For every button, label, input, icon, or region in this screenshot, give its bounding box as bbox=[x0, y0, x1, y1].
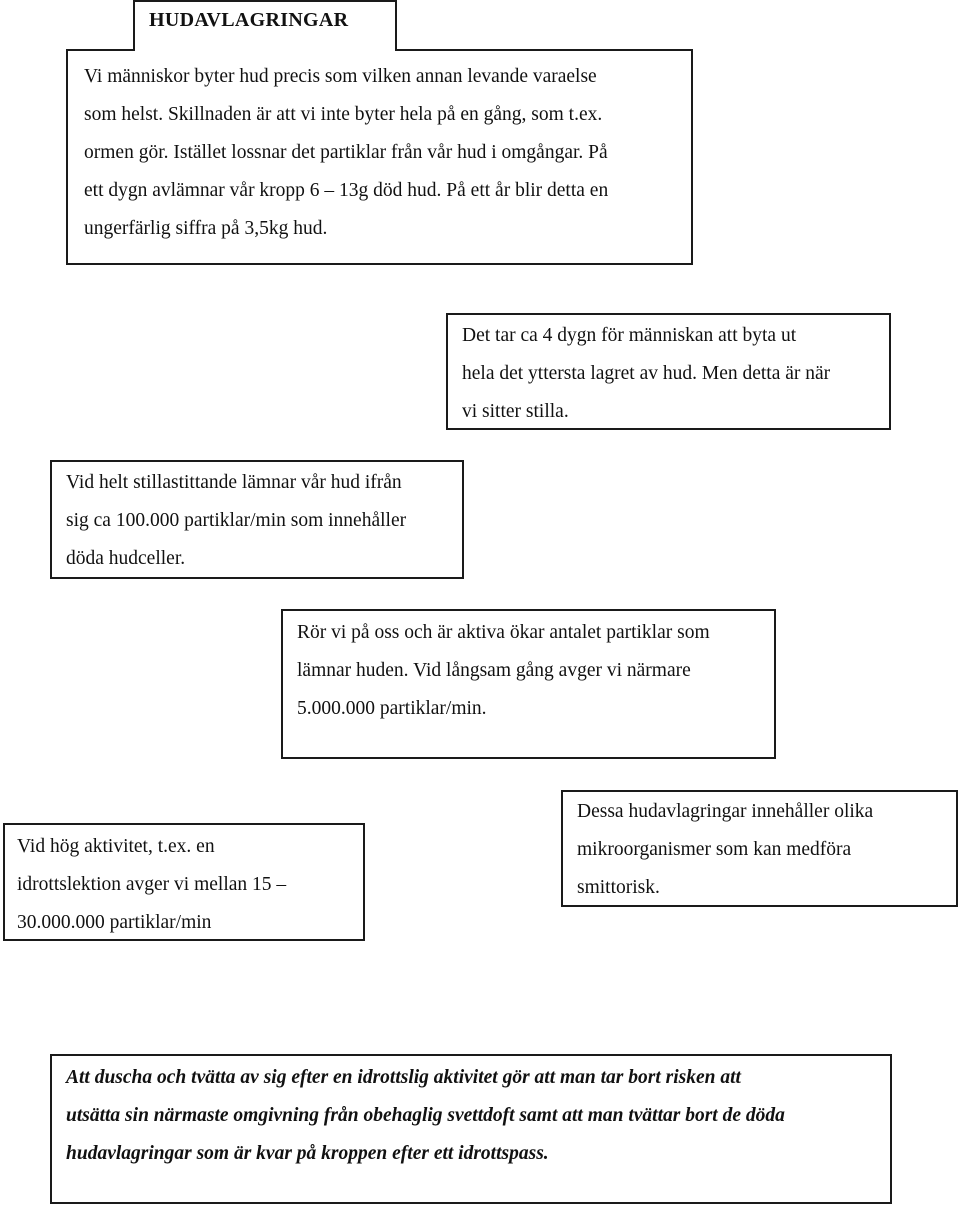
text-line: smittorisk. bbox=[577, 877, 660, 898]
text-line: mikroorganismer som kan medföra bbox=[577, 839, 852, 860]
text-line: lämnar huden. Vid långsam gång avger vi närmare bbox=[297, 660, 691, 681]
text-line: hudavlagringar som är kvar på kroppen efter ett idrottspass. bbox=[66, 1143, 549, 1164]
text-line: Vi människor byter hud precis som vilken annan levande varaelse bbox=[84, 66, 597, 87]
text-line: Vid helt stillastittande lämnar vår hud ifrån bbox=[66, 472, 402, 493]
text-line: vi sitter stilla. bbox=[462, 401, 569, 422]
text-line: Dessa hudavlagringar innehåller olika bbox=[577, 801, 874, 822]
text-line: döda hudceller. bbox=[66, 548, 186, 569]
text-line: ungerfärlig siffra på 3,5kg hud. bbox=[84, 218, 328, 239]
text-line: som helst. Skillnaden är att vi inte byter hela på en gång, som t.ex. bbox=[84, 104, 603, 125]
text-line: Vid hög aktivitet, t.ex. en bbox=[17, 836, 215, 857]
high-activity-text-box bbox=[3, 823, 365, 941]
text-line: hela det yttersta lagret av hud. Men detta är när bbox=[462, 363, 831, 384]
still-sitting-text-box bbox=[50, 460, 464, 579]
text-line: sig ca 100.000 partiklar/min som innehåller bbox=[66, 510, 407, 531]
conclusion-text-box bbox=[50, 1054, 892, 1204]
active-text-box bbox=[281, 609, 776, 759]
text-line: idrottslektion avger vi mellan 15 – bbox=[17, 874, 287, 895]
microorganisms-text-box bbox=[561, 790, 958, 907]
text-line: Rör vi på oss och är aktiva ökar antalet partiklar som bbox=[297, 622, 710, 643]
text-line: Det tar ca 4 dygn för människan att byta ut bbox=[462, 325, 797, 346]
page-title: HUDAVLAGRINGAR bbox=[133, 0, 397, 51]
four-days-text-box bbox=[446, 313, 891, 430]
text-line: ormen gör. Istället lossnar det partiklar från vår hud i omgångar. På bbox=[84, 142, 608, 163]
text-line: ett dygn avlämnar vår kropp 6 – 13g död hud. På ett år blir detta en bbox=[84, 180, 609, 201]
intro-text-box bbox=[66, 49, 693, 265]
text-line: 30.000.000 partiklar/min bbox=[17, 912, 212, 933]
text-line: Att duscha och tvätta av sig efter en idrottslig aktivitet gör att man tar bort risken att bbox=[66, 1067, 741, 1088]
text-line: utsätta sin närmaste omgivning från obehaglig svettdoft samt att man tvättar bort de döda bbox=[66, 1105, 785, 1126]
text-line: 5.000.000 partiklar/min. bbox=[297, 698, 487, 719]
